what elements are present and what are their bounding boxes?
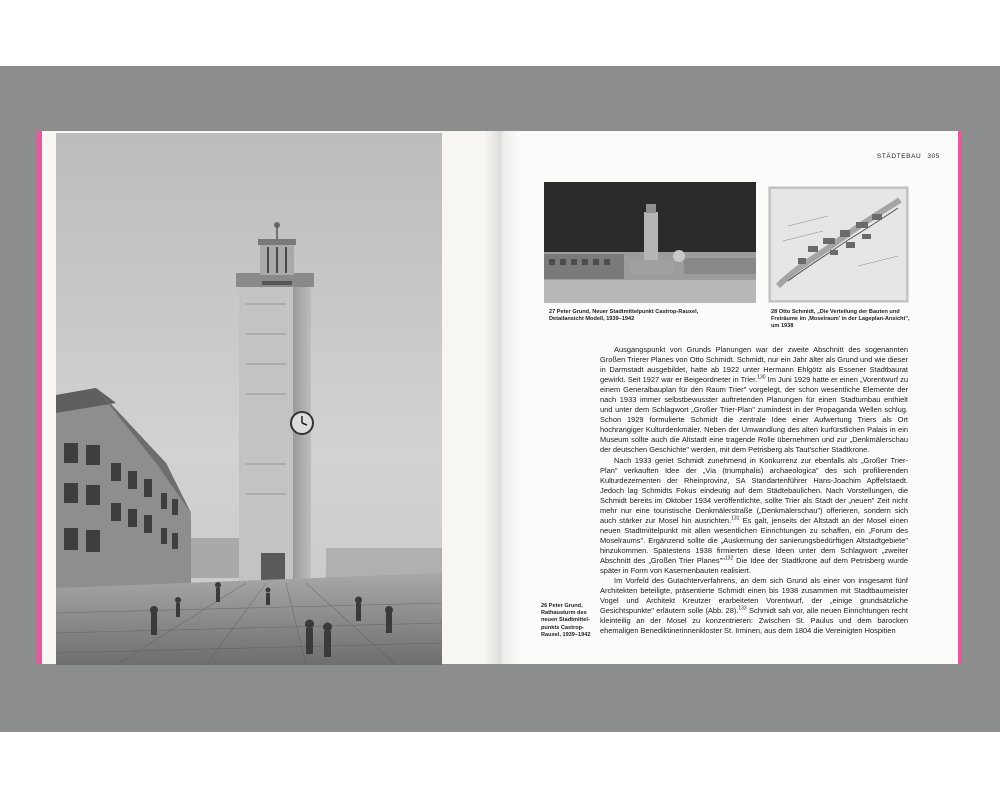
body-text bbox=[600, 345, 908, 636]
book-gutter-shadow bbox=[484, 131, 520, 664]
caption-line: punkts Castrop- bbox=[541, 624, 584, 631]
caption-figure-26 bbox=[541, 603, 595, 639]
page-number: 305 bbox=[927, 153, 940, 160]
text-run: Es galt, jenseits der Altstadt an der Mosel einen neuen Stadtmittelpunkt mit allen wesentlichen Einrichtungen zu schaffen, ein „Forum des Moselraums". Ergänzend sollte die „Auskernung der sanierungsbedürftigen Altstadtgebiete" hinzukommen. Spätestens 1938 firmierten diese Ideen unter dem Schlagwort „zweiter Abschnitt des „Großen Trier Planes"" bbox=[600, 515, 908, 565]
paragraph bbox=[600, 345, 908, 456]
figure-28-site-plan bbox=[768, 186, 909, 303]
paragraph bbox=[600, 576, 908, 636]
text-run: Die Idee der Stadtkrone auf dem Petrisberg wurde später in Form von Kasernenbauten realisiert. bbox=[600, 555, 908, 576]
text-run: Schmidt sah vor, alle neuen Einrichtungen recht kleinteilig an der Mosel zu konzentrieren: Zwischen St. Paulus und dem barocken ehemaligen Benediktinerinnenkloster St. Irminen, aus dem 1804 die Vereinigten Hospitien bbox=[600, 606, 908, 636]
caption-line: Freiräume im ‚Moselraum' in der Lageplan-Ansicht", bbox=[771, 316, 910, 323]
text-run: Ausgangspunkt von Grunds Planungen war der zweite Abschnitt des sogenannten Großen Trierer Planes von Otto Schmidt. Schmidt, nur ein Jahr älter als Grund und wie dieser in Darmstadt ausgebildet, hatte ab 1922 unter Hermann Ehlgötz als Essener Stadtbaurat gewirkt. Seit 1927 war er Beigeordneter in Trier. bbox=[600, 345, 908, 385]
caption-line: 27 Peter Grund, Neuer Stadtmittelpunkt Castrop-Rauxel, bbox=[549, 309, 699, 315]
paragraph bbox=[600, 456, 908, 577]
caption-line: 28 Otto Schmidt, „Die Verteilung der Bauten und bbox=[771, 309, 900, 315]
footnote-marker: 131 bbox=[731, 515, 740, 522]
text-run: Im Vorfeld des Gutachterverfahrens, an dem sich Grund als einer von insgesamt fünf Architekten beteiligte, präsentierte Schmidt einen bis 1938 zusammen mit Stadtbaumeister Vogel und Architekt Kreutzer erarbeiteten Vorentwurf, der „einige grundsätzliche Gesichtspunkte" erläutern solle (Abb. 28). bbox=[600, 576, 908, 616]
text-run: Nach 1933 geriet Schmidt zunehmend in Konkurrenz zur ebenfalls als „Großer Trier-Plan" verkauften Idee der „Via (triumphalis) archaeologica" des sich profilierenden Kulturdezernenten der Rheinprovinz, SA Standartenführer Hans-Joachim Apffelstaedt. Jedoch lag Schmidts Fokus eindeutig auf dem Städtebaulichen. Nach Vorstellungen, die Schmidt bereits im Oktober 1934 veröffentlichte, sollte Trier als Stadt der „neuen" Zeit nicht mehr nur eine touristische Denkmälerstraße („Denkmälerschau") offerieren, sondern sich auch stärker zur Mosel hin ausrichten. bbox=[600, 455, 908, 525]
footnote-marker: 133 bbox=[738, 605, 747, 612]
caption-figure-27 bbox=[549, 309, 749, 323]
caption-line: Rauxel, 1939–1942 bbox=[541, 631, 591, 638]
footnote-marker: 132 bbox=[724, 555, 734, 562]
caption-line: Detailansicht Modell, 1939–1942 bbox=[549, 316, 635, 323]
caption-line: Rathausturm des bbox=[541, 610, 587, 617]
text-run: Im Juni 1929 hatte er einen „Vorentwurf zu einem Generalbauplan für den Raum Trier" vorgelegt, der schon wesentliche Elemente der nach 1933 immer selbstbewusster auftretenden Planungen für einen Stadtumbau enthielt und unter dem Schlagwort „Großer Trier-Plan" zumindest in der Propaganda Wellen schlug. Schon 1929 formulierte Schmidt die zentrale Idee einer Aufwertung Triers als Ort hochrangiger Kulturdenkmäler. Neben der Umwandlung des alten kurfürstlichen Palais in ein Museum sollte auch die Altstadt eine tragende Rolle übernehmen und zur „Denkmälerschau der deutschen Geschichte" werden, mit dem Petrisberg als Taut'scher Stadtkrone. bbox=[600, 375, 908, 455]
figure-27-model-photo bbox=[544, 182, 756, 303]
caption-line: neuen Stadtmittel- bbox=[541, 617, 590, 624]
caption-line: um 1938 bbox=[771, 323, 794, 330]
running-head bbox=[828, 153, 940, 160]
caption-line: 26 Peter Grund, bbox=[541, 603, 583, 609]
footnote-marker: 130 bbox=[757, 374, 766, 381]
caption-figure-28 bbox=[771, 309, 913, 331]
running-head-section: STÄDTEBAU bbox=[876, 153, 922, 160]
figure-26-tower-drawing bbox=[56, 133, 442, 665]
